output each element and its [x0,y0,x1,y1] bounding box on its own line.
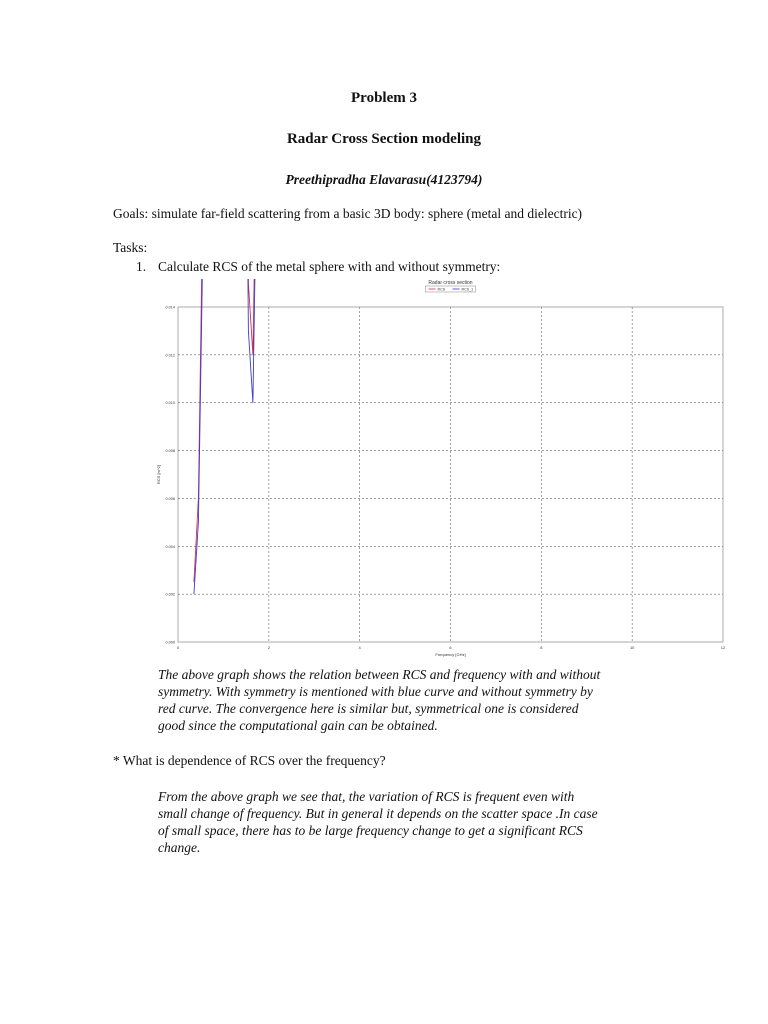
y-tick-label: 0.012 [165,353,175,358]
task-item-1 [136,258,500,275]
answer-line: small change of frequency. But in general it depends on the scatter space .In case [158,806,598,821]
author-name: Preethipradha Elavarasu(4123794) [285,172,483,187]
answer-line: change. [158,840,201,855]
x-tick-label: 12 [720,645,726,650]
legend-label: RCS [437,287,446,292]
goals-text: Goals: simulate far-field scattering from a basic 3D body: sphere (metal and dielectric) [113,206,583,221]
y-tick-label: 0.004 [165,544,175,549]
x-tick-label: 6 [449,645,452,650]
chart-caption [158,666,638,734]
y-tick-label: 0.008 [165,449,175,454]
task-text: Calculate RCS of the metal sphere with and without symmetry: [158,259,501,274]
y-axis-label: RCS [m^2] [156,464,161,485]
rcs-chart-svg [150,279,730,665]
answer-text [158,788,638,856]
y-tick-label: 0.014 [165,305,175,310]
answer-line: From the above graph we see that, the variation of RCS is frequent even with [158,789,575,804]
task-number: 1. [136,259,147,274]
y-tick-label: 0.000 [165,640,175,645]
caption-line: red curve. The convergence here is similar but, symmetrical one is considered [158,701,579,716]
question-text: * What is dependence of RCS over the frequency? [113,753,386,768]
y-tick-label: 0.002 [165,592,175,597]
caption-line: The above graph shows the relation between RCS and frequency with and without [158,667,601,682]
tasks-label: Tasks: [113,240,148,255]
y-tick-label: 0.006 [165,496,175,501]
caption-line: symmetry. With symmetry is mentioned with blue curve and without symmetry by [158,684,593,699]
x-tick-label: 4 [358,645,361,650]
caption-line: good since the computational gain can be obtained. [158,718,438,733]
x-axis-label: Frequency [GHz] [435,652,466,657]
legend-label: RCS_1 [461,287,474,292]
answer-line: of small space, there has to be large frequency change to get a significant RCS [158,823,583,838]
rcs-chart [150,279,730,665]
x-tick-label: 2 [267,645,270,650]
y-tick-label: 0.010 [165,401,175,406]
section-title: Radar Cross Section modeling [286,131,482,147]
problem-title: Problem 3 [351,90,417,106]
x-tick-label: 0 [176,645,180,650]
x-tick-label: 8 [540,645,543,650]
chart-title: Radar cross section [428,280,473,286]
x-tick-label: 10 [629,645,635,650]
